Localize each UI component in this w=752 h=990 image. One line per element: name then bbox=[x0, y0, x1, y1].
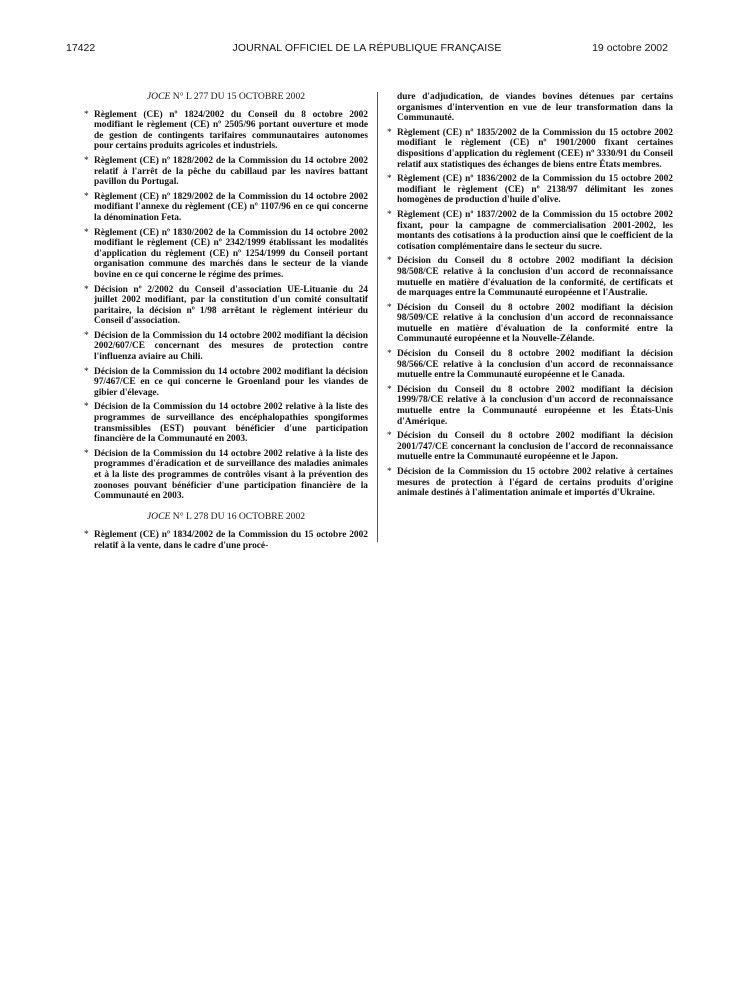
entry-list bbox=[84, 530, 368, 551]
entry-marker: * bbox=[84, 155, 89, 166]
entry-marker: * bbox=[84, 402, 89, 413]
entry-marker: * bbox=[84, 366, 89, 377]
entry-text: Décision du Conseil du 8 octobre 2002 modifiant la décision 98/508/CE relative à la conclusion d'un accord de reconnaissance mutuelle en matière d'évaluation de la conformité, de certificats et de marquages entre la Communauté européenne et l'Australie. bbox=[397, 256, 673, 299]
list-item bbox=[387, 467, 673, 499]
issue-number: N° L 277 DU 15 OCTOBRE 2002 bbox=[172, 91, 306, 102]
entry-text: Règlement (CE) nº 1824/2002 du Conseil du 8 octobre 2002 modifiant le règlement (CE) nº 2505/96 portant ouverture et mode de gestion de contingents tarifaires communautaires autonomes pour certains produits agricoles et industriels. bbox=[94, 109, 368, 152]
list-item bbox=[84, 110, 368, 152]
list-item bbox=[84, 285, 368, 327]
list-item bbox=[387, 431, 673, 463]
list-item bbox=[387, 210, 673, 252]
list-item bbox=[84, 156, 368, 188]
entry-text: Décision nº 2/2002 du Conseil d'association UE-Lituanie du 24 juillet 2002 modifiant, par la constitution d'un comité consultatif paritaire, la décision nº 1/98 arrêtant le règlement intérieur du Conseil d'association. bbox=[94, 284, 368, 327]
entry-text: Règlement (CE) nº 1835/2002 de la Commission du 15 octobre 2002 modifiant le règlement (CE) nº 1901/2000 fixant certaines dispositions d'application du règlement (CEE) nº 3330/91 du Conseil relatif aux statistiques des échanges de biens entre États membres. bbox=[397, 127, 673, 170]
entry-text: Règlement (CE) nº 1834/2002 de la Commission du 15 octobre 2002 relatif à la vente, dans le cadre d'une procé- bbox=[94, 530, 368, 551]
entry-marker: * bbox=[387, 209, 392, 220]
entry-text: Règlement (CE) nº 1829/2002 de la Commission du 14 octobre 2002 modifiant l'annexe du règlement (CE) nº 1107/96 en ce qui concerne la dénomination Feta. bbox=[94, 191, 368, 223]
list-item bbox=[387, 349, 673, 381]
entry-text: Règlement (CE) nº 1836/2002 de la Commission du 15 octobre 2002 modifiant le règlement (CE) nº 2138/97 délimitant les zones homogènes de production d'huile d'olive. bbox=[397, 174, 673, 206]
journal-abbrev: JOCE bbox=[146, 91, 171, 102]
entry-text: Décision de la Commission du 14 octobre 2002 relative à la liste des programmes d'éradication et de surveillance des maladies animales et à la liste des programmes de contrôles visant à la prévention des zoonoses pouvant bénéficier d'une participation financière de la Communauté en 2003. bbox=[94, 448, 368, 502]
list-item bbox=[84, 530, 368, 551]
entry-list bbox=[387, 128, 673, 499]
section-heading-l277 bbox=[84, 92, 368, 103]
entry-marker: * bbox=[387, 174, 392, 185]
entry-text: Décision de la Commission du 14 octobre 2002 modifiant la décision 2002/607/CE concernant des mesures de protection contre l'influenza aviaire au Chili. bbox=[94, 330, 368, 363]
list-item bbox=[387, 174, 673, 206]
list-item bbox=[84, 331, 368, 363]
list-item bbox=[84, 402, 368, 444]
journal-abbrev: JOCE bbox=[146, 510, 171, 522]
entry-marker: * bbox=[387, 302, 392, 313]
entry-text: Décision du Conseil du 8 octobre 2002 modifiant la décision 2001/747/CE concernant la conclusion de l'accord de reconnaissance mutuelle entre la Communauté européenne et le Japon. bbox=[397, 431, 673, 463]
entry-marker: * bbox=[387, 127, 392, 138]
entry-text: Règlement (CE) nº 1830/2002 de la Commission du 14 octobre 2002 modifiant le règlement (CE) nº 2342/1999 établissant les modalités d'application du règlement (CE) nº 1254/1999 du Conseil portant organisation commune des marchés dans le secteur de la viande bovine en ce qui concerne le régime des primes. bbox=[94, 227, 368, 280]
entry-marker: * bbox=[387, 384, 392, 395]
entry-text: Décision du Conseil du 8 octobre 2002 modifiant la décision 98/509/CE relative à la conclusion d'un accord de reconnaissance mutuelle en matière d'évaluation de la conformité entre la Communauté européenne et la Nouvelle-Zélande. bbox=[397, 302, 673, 345]
entry-text: Règlement (CE) nº 1828/2002 de la Commission du 14 octobre 2002 relatif à l'arrêt de la pêche du cabillaud par les navires battant pavillon du Portugal. bbox=[94, 155, 368, 188]
header-date: 19 octobre 2002 bbox=[592, 42, 668, 54]
list-item bbox=[387, 303, 673, 345]
entry-marker: * bbox=[84, 227, 89, 238]
entry-list bbox=[84, 110, 368, 502]
entry-text: Règlement (CE) nº 1837/2002 de la Commission du 15 octobre 2002 fixant, pour la campagne de commercialisation 2001-2002, les montants des cotisations à la production ainsi que le coefficient de la cotisation complémentaire dans le secteur du sucre. bbox=[397, 209, 673, 252]
column-divider bbox=[377, 92, 378, 542]
entry-continuation: dure d'adjudication, de viandes bovines détenues par certains organismes d'intervention en vue de leur transformation dans la Communauté. bbox=[397, 92, 673, 124]
list-item bbox=[84, 449, 368, 502]
entry-marker: * bbox=[387, 256, 392, 267]
entry-marker: * bbox=[387, 431, 392, 442]
entry-marker: * bbox=[84, 109, 89, 120]
entry-marker: * bbox=[387, 349, 392, 360]
page-header bbox=[66, 42, 668, 58]
list-item bbox=[84, 192, 368, 224]
entry-text: Décision du Conseil du 8 octobre 2002 modifiant la décision 98/566/CE relative à la conclusion d'un accord de reconnaissance mutuelle entre la Communauté européenne et le Canada. bbox=[397, 349, 673, 381]
entry-marker: * bbox=[84, 330, 89, 341]
entry-text: Décision de la Commission du 15 octobre 2002 relative à certaines mesures de protection à l'égard de certains produits d'origine animale destinés à l'alimentation animale et importés d'Ukraine. bbox=[397, 467, 673, 499]
entry-text: Décision de la Commission du 14 octobre 2002 relative à la liste des programmes de surveillance des encéphalopathies spongiformes transmissibles (EST) pouvant bénéficier d'une participation financière de la Communauté en 2003. bbox=[94, 402, 368, 445]
entry-text: Décision du Conseil du 8 octobre 2002 modifiant la décision 1999/78/CE relative à la conclusion d'un accord de reconnaissance mutuelle entre la Communauté européenne et les États-Unis d'Amérique. bbox=[397, 384, 673, 427]
list-item bbox=[84, 367, 368, 399]
entry-text: Décision de la Commission du 14 octobre 2002 modifiant la décision 97/467/CE en ce qui concerne le Groenland pour les viandes de gibier d'élevage. bbox=[94, 366, 368, 398]
right-column bbox=[387, 92, 673, 503]
section-heading-l278 bbox=[84, 512, 368, 523]
entry-marker: * bbox=[84, 530, 89, 541]
journal-title: JOURNAL OFFICIEL DE LA RÉPUBLIQUE FRANÇAISE bbox=[232, 42, 502, 54]
left-column bbox=[84, 92, 368, 556]
list-item bbox=[84, 228, 368, 281]
page-number: 17422 bbox=[66, 42, 96, 54]
entry-marker: * bbox=[84, 191, 89, 202]
list-item bbox=[387, 256, 673, 298]
list-item bbox=[387, 385, 673, 427]
list-item bbox=[387, 128, 673, 170]
entry-marker: * bbox=[84, 448, 89, 459]
entry-marker: * bbox=[387, 467, 392, 477]
entry-marker: * bbox=[84, 284, 89, 295]
issue-number: N° L 278 DU 16 OCTOBRE 2002 bbox=[172, 510, 306, 522]
